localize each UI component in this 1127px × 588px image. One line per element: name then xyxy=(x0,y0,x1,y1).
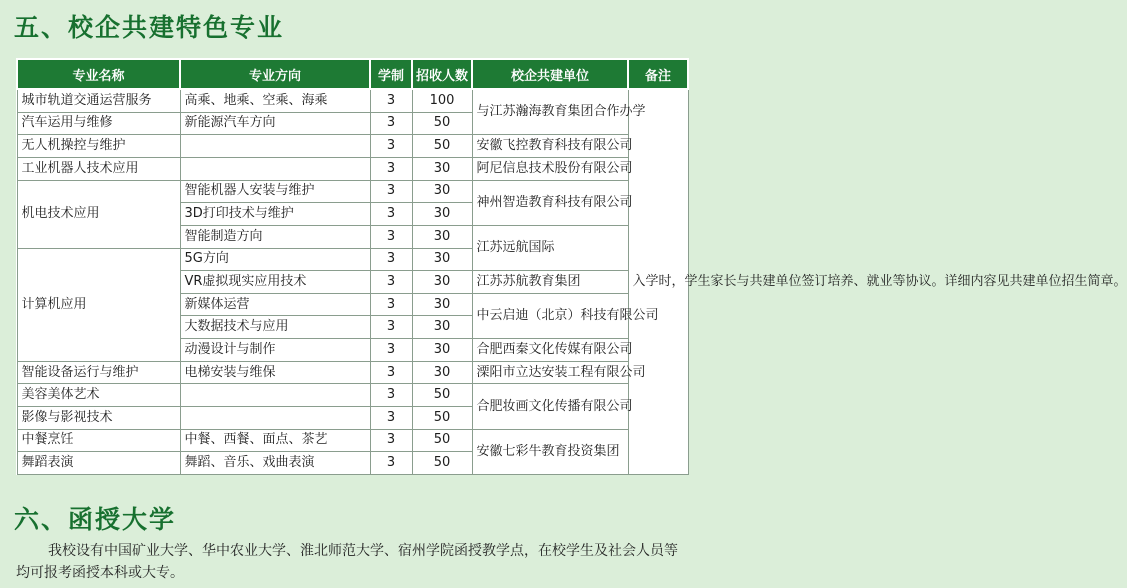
enroll-cell: 30 xyxy=(412,157,472,180)
major-cell: 影像与影视技术 xyxy=(17,407,180,430)
major-cell: 美容美体艺术 xyxy=(17,384,180,407)
partner-cell: 合肥西秦文化传媒有限公司 xyxy=(472,339,628,362)
years-cell: 3 xyxy=(370,361,412,384)
major-cell: 无人机操控与维护 xyxy=(17,135,180,158)
years-cell: 3 xyxy=(370,248,412,271)
enroll-cell: 50 xyxy=(412,429,472,452)
direction-cell xyxy=(180,157,370,180)
partner-cell: 江苏苏航教育集团 xyxy=(472,271,628,294)
enroll-cell: 30 xyxy=(412,180,472,203)
table-row xyxy=(17,429,688,452)
partner-cell: 溧阳市立达安装工程有限公司 xyxy=(472,361,628,384)
enroll-cell: 30 xyxy=(412,248,472,271)
years-cell: 3 xyxy=(370,203,412,226)
enroll-cell: 30 xyxy=(412,271,472,294)
section-6-title: 六、函授大学 xyxy=(14,505,177,534)
partner-cell: 阿尼信息技术股份有限公司 xyxy=(472,157,628,180)
partner-cell: 安徽七彩牛教育投资集团 xyxy=(472,429,628,474)
direction-cell xyxy=(180,135,370,158)
major-cell: 城市轨道交通运营服务 xyxy=(17,89,180,112)
table-header-row xyxy=(17,59,688,89)
years-cell: 3 xyxy=(370,89,412,112)
years-cell: 3 xyxy=(370,407,412,430)
enroll-cell: 100 xyxy=(412,89,472,112)
direction-cell: 动漫设计与制作 xyxy=(180,339,370,362)
table-row xyxy=(17,384,688,407)
partner-cell: 安徽飞控教育科技有限公司 xyxy=(472,135,628,158)
major-cell: 工业机器人技术应用 xyxy=(17,157,180,180)
direction-cell: 高乘、地乘、空乘、海乘 xyxy=(180,89,370,112)
enroll-cell: 50 xyxy=(412,407,472,430)
table-row xyxy=(17,361,688,384)
header-years: 学制 xyxy=(370,59,412,89)
years-cell: 3 xyxy=(370,225,412,248)
major-cell: 计算机应用 xyxy=(17,248,180,361)
header-enroll: 招收人数 xyxy=(412,59,472,89)
direction-cell: 新能源汽车方向 xyxy=(180,112,370,135)
major-cell: 智能设备运行与维护 xyxy=(17,361,180,384)
years-cell: 3 xyxy=(370,157,412,180)
majors-table xyxy=(16,58,1127,475)
years-cell: 3 xyxy=(370,180,412,203)
years-cell: 3 xyxy=(370,112,412,135)
partner-cell: 中云启迪（北京）科技有限公司 xyxy=(472,293,628,338)
direction-cell: 智能制造方向 xyxy=(180,225,370,248)
partner-cell: 江苏远航国际 xyxy=(472,225,628,270)
table-row xyxy=(17,89,688,112)
partner-cell: 神州智造教育科技有限公司 xyxy=(472,180,628,225)
years-cell: 3 xyxy=(370,339,412,362)
enroll-cell: 50 xyxy=(412,384,472,407)
header-major: 专业名称 xyxy=(17,59,180,89)
years-cell: 3 xyxy=(370,316,412,339)
partner-cell: 与江苏瀚海教育集团合作办学 xyxy=(472,89,628,135)
enroll-cell: 30 xyxy=(412,203,472,226)
years-cell: 3 xyxy=(370,429,412,452)
years-cell: 3 xyxy=(370,271,412,294)
enroll-cell: 50 xyxy=(412,112,472,135)
direction-cell: 智能机器人安装与维护 xyxy=(180,180,370,203)
notes-cell: 入学时，学生家长与共建单位签订培养、就业等协议。详细内容见共建单位招生简章。 xyxy=(628,89,688,475)
direction-cell: 电梯安装与维保 xyxy=(180,361,370,384)
table-row xyxy=(17,135,688,158)
direction-cell xyxy=(180,407,370,430)
direction-cell: VR虚拟现实应用技术 xyxy=(180,271,370,294)
years-cell: 3 xyxy=(370,293,412,316)
enroll-cell: 50 xyxy=(412,135,472,158)
major-cell: 机电技术应用 xyxy=(17,180,180,248)
enroll-cell: 30 xyxy=(412,293,472,316)
years-cell: 3 xyxy=(370,384,412,407)
section-6-paragraph: 我校设有中国矿业大学、华中农业大学、淮北师范大学、宿州学院函授教学点，在校学生及社会人员等均可报考函授本科或大专。 xyxy=(16,543,678,581)
direction-cell: 舞蹈、音乐、戏曲表演 xyxy=(180,452,370,475)
direction-cell: 大数据技术与应用 xyxy=(180,316,370,339)
enroll-cell: 30 xyxy=(412,339,472,362)
major-cell: 中餐烹饪 xyxy=(17,429,180,452)
direction-cell: 5G方向 xyxy=(180,248,370,271)
enroll-cell: 30 xyxy=(412,361,472,384)
partner-cell: 合肥妆画文化传播有限公司 xyxy=(472,384,628,429)
enroll-cell: 30 xyxy=(412,316,472,339)
enroll-cell: 50 xyxy=(412,452,472,475)
table-row xyxy=(17,180,688,203)
section-5-title: 五、校企共建特色专业 xyxy=(14,13,285,42)
major-cell: 舞蹈表演 xyxy=(17,452,180,475)
header-direction: 专业方向 xyxy=(180,59,370,89)
years-cell: 3 xyxy=(370,135,412,158)
table-row xyxy=(17,157,688,180)
major-cell: 汽车运用与维修 xyxy=(17,112,180,135)
header-notes: 备注 xyxy=(628,59,688,89)
enroll-cell: 30 xyxy=(412,225,472,248)
direction-cell: 3D打印技术与维护 xyxy=(180,203,370,226)
direction-cell xyxy=(180,384,370,407)
direction-cell: 中餐、西餐、面点、茶艺 xyxy=(180,429,370,452)
header-partner: 校企共建单位 xyxy=(472,59,628,89)
years-cell: 3 xyxy=(370,452,412,475)
direction-cell: 新媒体运营 xyxy=(180,293,370,316)
